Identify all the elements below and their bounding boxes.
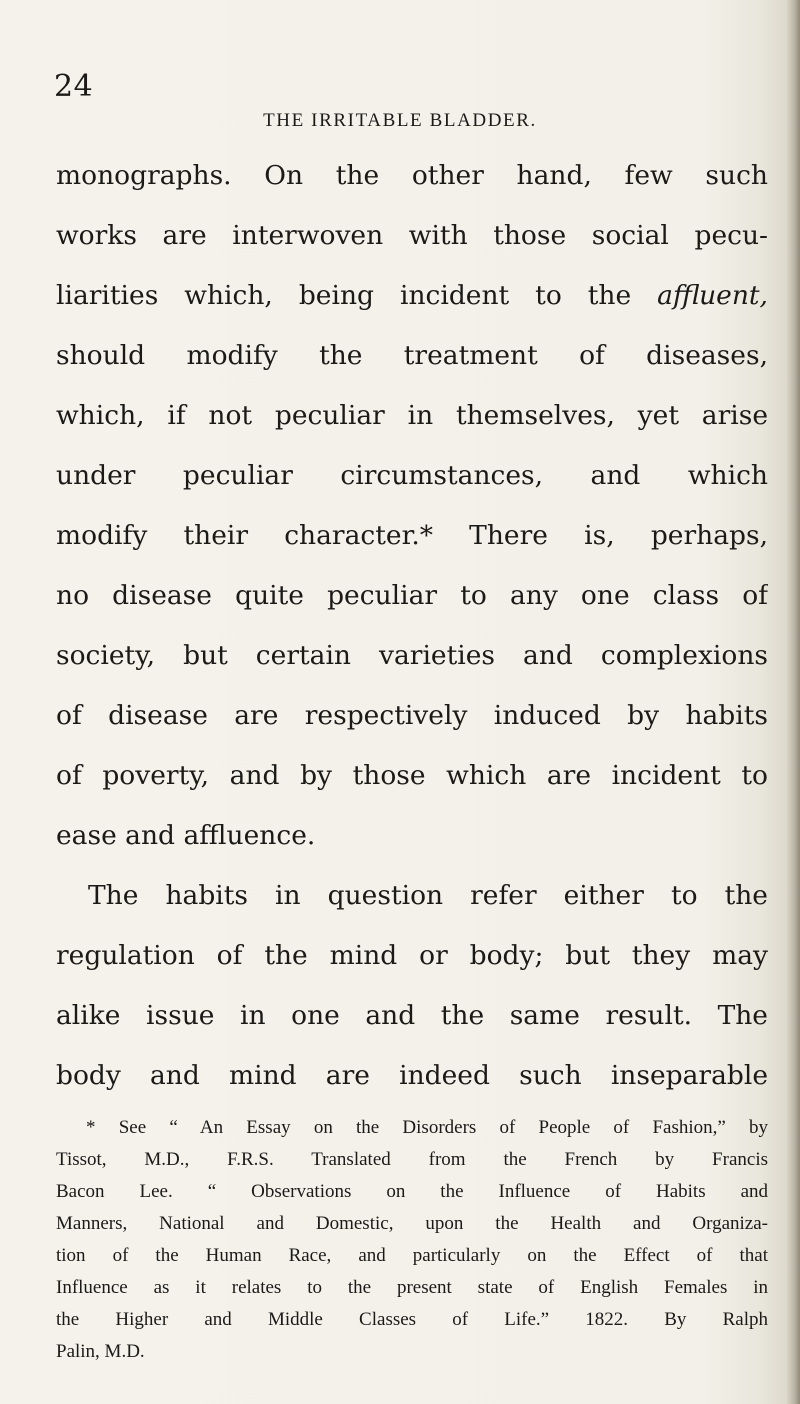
- footnote-line: Influence as it relates to the present state of English Females in: [56, 1277, 768, 1298]
- text-line: ease and affluence.: [56, 820, 316, 851]
- footnote-line: Bacon Lee. “ Observations on the Influence of Habits and: [56, 1181, 768, 1202]
- text-line: which, if not peculiar in themselves, yet arise: [56, 400, 768, 431]
- text-fragment: liarities which, being incident to the: [56, 280, 632, 311]
- text-line: should modify the treatment of diseases,: [56, 340, 768, 371]
- footnote: [56, 1112, 768, 1368]
- text-line: of disease are respectively induced by habits: [56, 700, 768, 731]
- footnote-line: Tissot, M.D., F.R.S. Translated from the French by Francis: [56, 1149, 768, 1170]
- text-line: The habits in question refer either to the: [88, 880, 768, 911]
- text-line: of poverty, and by those which are incident to: [56, 760, 768, 791]
- body-text: [56, 146, 768, 1106]
- text-line: society, but certain varieties and complexions: [56, 640, 768, 671]
- footnote-line: tion of the Human Race, and particularly on the Effect of that: [56, 1245, 768, 1266]
- text-line: works are interwoven with those social pecu-: [56, 220, 768, 251]
- footnote-line: Palin, M.D.: [56, 1341, 145, 1362]
- text-line: no disease quite peculiar to any one class of: [56, 580, 768, 611]
- text-line: [56, 266, 768, 326]
- text-line: body and mind are indeed such inseparable: [56, 1060, 768, 1091]
- text-line: under peculiar circumstances, and which: [56, 460, 768, 491]
- running-head: THE IRRITABLE BLADDER.: [263, 110, 537, 131]
- footnote-line: the Higher and Middle Classes of Life.” 1822. By Ralph: [56, 1309, 768, 1330]
- footnote-line: Manners, National and Domestic, upon the Health and Organiza-: [56, 1213, 768, 1234]
- italic-word: affluent,: [657, 280, 768, 311]
- text-line: modify their character.* There is, perhaps,: [56, 520, 768, 551]
- text-line: monographs. On the other hand, few such: [56, 160, 768, 191]
- page-edge-shadow: [786, 0, 800, 1404]
- text-line: regulation of the mind or body; but they may: [56, 940, 768, 971]
- page-number: 24: [54, 69, 94, 104]
- text-line: alike issue in one and the same result. The: [56, 1000, 768, 1031]
- footnote-line: * See “ An Essay on the Disorders of People of Fashion,” by: [86, 1117, 768, 1138]
